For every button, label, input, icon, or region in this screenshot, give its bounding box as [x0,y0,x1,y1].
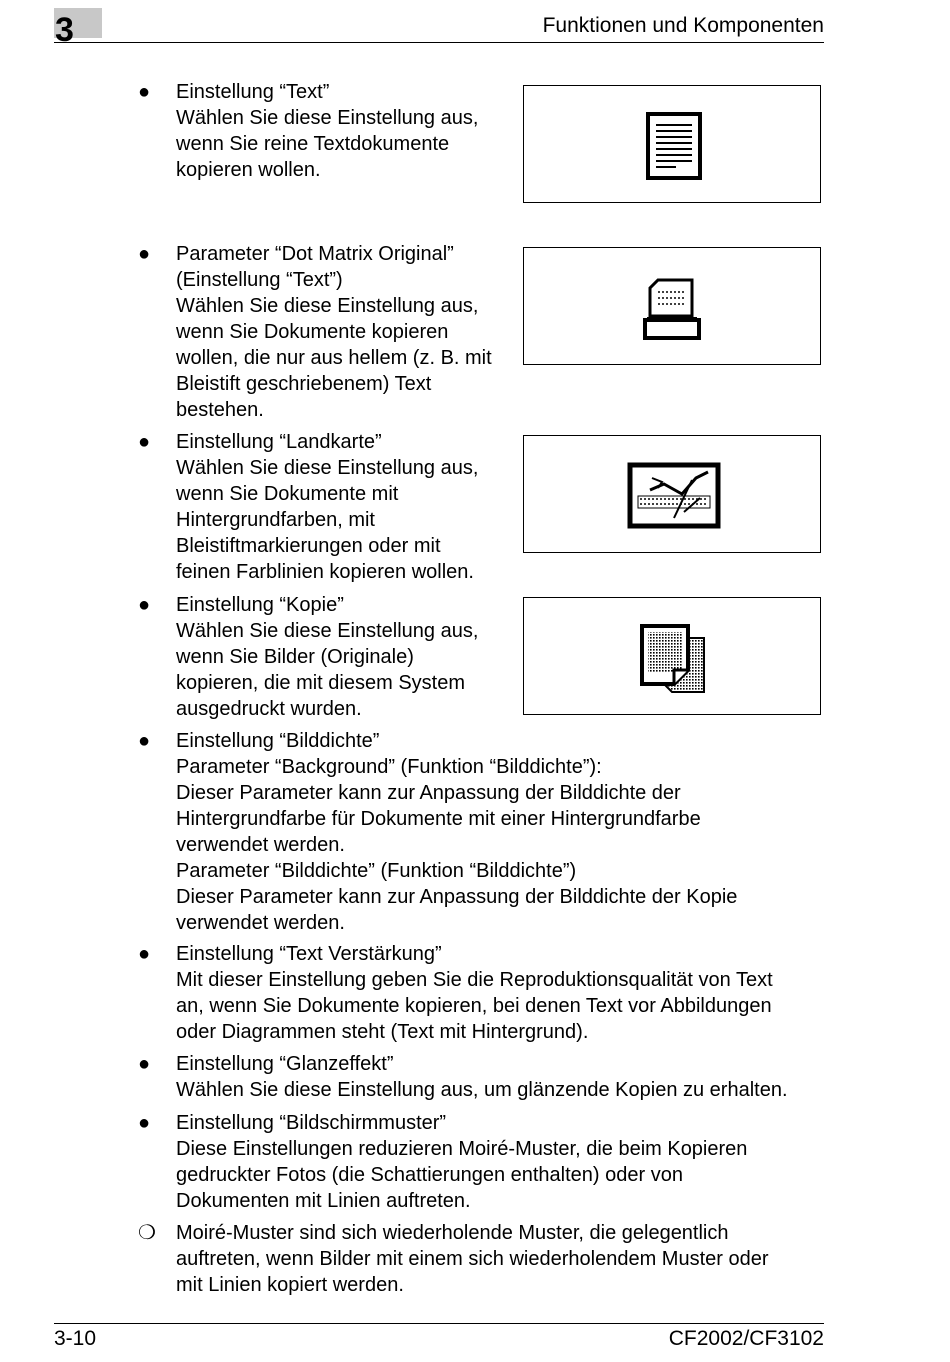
item-line: mit Linien kopiert werden. [176,1274,404,1296]
header-rule [54,42,824,43]
map-icon [524,436,822,554]
item-heading: Einstellung “Bildschirmmuster” [176,1112,447,1134]
item-heading: Einstellung “Kopie” [176,594,344,616]
item-heading: Parameter “Dot Matrix Original” [176,243,454,265]
item-line: (Einstellung “Text”) [176,269,343,291]
list-item-text-setting [176,79,478,183]
item-line: verwendet werden. [176,834,345,856]
item-line: Wählen Sie diese Einstellung aus, um glänzende Kopien zu erhalten. [176,1079,788,1101]
page-number: 3-10 [54,1327,97,1350]
list-item-dot-matrix [176,241,492,423]
note-marker: ❍ [138,1222,156,1244]
item-heading: Einstellung “Text Verstärkung” [176,943,442,965]
page-header-title: Funktionen und Komponenten [542,14,824,37]
item-line: Wählen Sie diese Einstellung aus, [176,457,479,479]
list-item-moire-note [176,1220,769,1298]
item-heading: Einstellung “Landkarte” [176,431,382,453]
list-item-copy [176,592,478,722]
item-line: Hintergrundfarben, mit [176,509,375,531]
item-line: Wählen Sie diese Einstellung aus, [176,620,479,642]
item-line: Parameter “Bilddichte” (Funktion “Bilddichte”) [176,860,577,882]
item-line: Hintergrundfarbe für Dokumente mit einer Hintergrundfarbe [176,808,701,830]
item-line: oder Diagrammen steht (Text mit Hintergrund). [176,1021,589,1043]
item-line: Mit dieser Einstellung geben Sie die Reproduktionsqualität von Text [176,969,773,991]
text-document-icon [524,86,822,204]
item-line: Parameter “Background” (Funktion “Bilddichte”): [176,756,602,778]
figure-map [523,435,821,553]
bullet-marker: ● [138,1053,151,1075]
list-item-image-density [176,728,737,936]
chapter-number: 3 [55,11,74,49]
item-line: feinen Farblinien kopieren wollen. [176,561,474,583]
item-line: Bleistift geschriebenem) Text [176,373,432,395]
item-heading: Einstellung “Bilddichte” [176,730,380,752]
item-line: Dokumenten mit Linien auftreten. [176,1190,471,1212]
item-line: wollen, die nur aus hellem (z. B. mit [176,347,492,369]
item-line: wenn Sie Dokumente mit [176,483,399,505]
list-item-screen-pattern [176,1110,747,1214]
item-line: gedruckter Fotos (die Schattierungen enthalten) oder von [176,1164,683,1186]
copy-original-icon [524,598,822,716]
list-item-map [176,429,478,585]
figure-dot-matrix [523,247,821,365]
item-line: Diese Einstellungen reduzieren Moiré-Muster, die beim Kopieren [176,1138,748,1160]
footer-rule [54,1323,824,1324]
list-item-gloss [176,1051,788,1103]
item-heading: Einstellung “Text” [176,81,330,103]
item-line: wenn Sie reine Textdokumente [176,133,450,155]
item-line: auftreten, wenn Bilder mit einem sich wiederholendem Muster oder [176,1248,769,1270]
bullet-marker: ● [138,1112,151,1134]
item-line: wenn Sie Dokumente kopieren [176,321,449,343]
figure-text [523,85,821,203]
item-line: Bleistiftmarkierungen oder mit [176,535,441,557]
item-line: kopieren wollen. [176,159,321,181]
bullet-marker: ● [138,730,151,752]
item-line: verwendet werden. [176,912,345,934]
model-name: CF2002/CF3102 [668,1327,824,1350]
item-line: wenn Sie Bilder (Originale) [176,646,414,668]
item-line: Dieser Parameter kann zur Anpassung der Bilddichte der [176,782,681,804]
figure-copy [523,597,821,715]
item-line: Dieser Parameter kann zur Anpassung der Bilddichte der Kopie [176,886,738,908]
item-line: kopieren, die mit diesem System [176,672,466,694]
bullet-marker: ● [138,81,151,103]
bullet-marker: ● [138,594,151,616]
item-heading: Einstellung “Glanzeffekt” [176,1053,394,1075]
item-line: Moiré-Muster sind sich wiederholende Muster, die gelegentlich [176,1222,729,1244]
bullet-marker: ● [138,431,151,453]
item-line: Wählen Sie diese Einstellung aus, [176,107,479,129]
item-line: Wählen Sie diese Einstellung aus, [176,295,479,317]
dot-matrix-printer-icon [524,248,822,366]
item-line: bestehen. [176,399,264,421]
item-line: ausgedruckt wurden. [176,698,362,720]
list-item-text-enhancement [176,941,773,1045]
bullet-marker: ● [138,943,151,965]
item-line: an, wenn Sie Dokumente kopieren, bei denen Text vor Abbildungen [176,995,772,1017]
bullet-marker: ● [138,243,151,265]
